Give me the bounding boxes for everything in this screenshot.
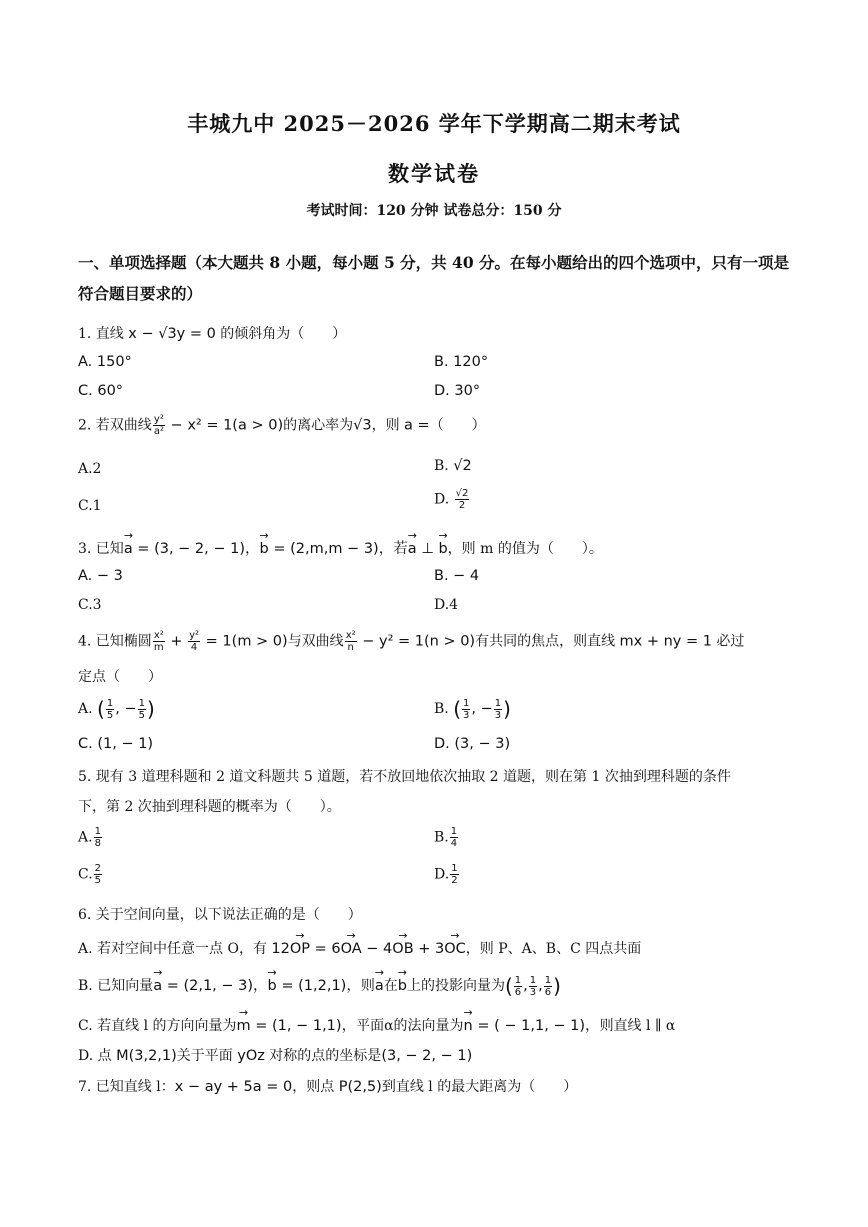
q6-b-num2: 1 [529, 974, 537, 986]
q6-b-frac1 [514, 975, 522, 998]
q6-c-math1: = (1, − 1,1)， [250, 1018, 357, 1034]
q6-b-vec-b2: → b [398, 978, 407, 994]
question-1-stem [78, 323, 346, 343]
q3-vector-b2: → b [438, 541, 447, 557]
q6-b-rparen: ) [553, 974, 561, 998]
q4-text-b: 与双曲线 [287, 633, 344, 650]
question-5-stem-line2: 下，第 2 次抽到理科题的概率为（ ）。 [78, 799, 341, 815]
q4-frac1-den: m [153, 642, 164, 653]
q1-text-b: 的倾斜角为（ ） [215, 326, 347, 342]
q2-option-c: C.1 [78, 498, 102, 514]
q4-frac2-num: y² [189, 630, 200, 641]
q7-math2: P(2,5) [338, 1079, 382, 1095]
q6-b-den1: 6 [514, 986, 522, 998]
q6-b-den3: 6 [544, 986, 552, 998]
question-4-stem [78, 630, 744, 653]
q6-option-d [78, 1045, 472, 1065]
q6-b-num1: 1 [514, 974, 522, 986]
q4-option-b [434, 697, 511, 721]
q5-option-d [434, 863, 460, 886]
q2-text-c: ，则 [371, 417, 405, 434]
q6-d-math3: (3, − 2, − 1) [381, 1048, 473, 1064]
q6-b-frac3 [544, 975, 552, 998]
q2-d-fraction [455, 488, 470, 511]
q2-math: − x² = 1(a > 0) [165, 417, 284, 434]
q5-option-b [434, 826, 459, 849]
q5-c-label: C. [78, 866, 93, 883]
q6-b-den2: 3 [529, 986, 537, 998]
q4-text-c: 有共同的焦点，则直线 [475, 633, 620, 650]
q3-perp: ⊥ [416, 541, 439, 557]
q6-b-frac2 [529, 975, 537, 998]
q4-text-a: 4. 已知椭圆 [78, 633, 152, 650]
q5-c-den: 5 [94, 875, 102, 886]
q2-frac-num: y² [153, 414, 164, 425]
q4-frac3-den: n [347, 642, 354, 653]
q4-a-sep: , − [115, 701, 137, 717]
q4-plus: + [165, 633, 188, 650]
q6-a-vec-op: → OP [290, 941, 310, 957]
q4-option-d: D. (3, − 3) [434, 736, 511, 752]
q4-math1: = 1(m > 0) [201, 633, 288, 650]
q6-b-text-d: 上的投影向量为 [406, 978, 505, 994]
q6-c-text: C. 若直线 l 的方向向量为 [78, 1018, 237, 1034]
q2-math3: a = [404, 417, 430, 434]
q6-a-text: A. 若对空间中任意一点 O，有 [78, 941, 272, 957]
q4-option-a [78, 697, 155, 721]
q6-b-comma1: , [523, 978, 528, 994]
q6-a-vec-ob: → OB [392, 941, 413, 957]
exam-info: 考试时间：120 分钟 试卷总分：150 分 [306, 203, 562, 219]
q2-b-value: √2 [453, 458, 472, 474]
q2-option-b [434, 458, 472, 474]
q5-b-fraction [450, 826, 458, 849]
q4-a-den2: 5 [138, 709, 145, 721]
q6-d-text-b: 关于平面 [176, 1048, 238, 1064]
q4-b-frac1 [462, 698, 470, 721]
q4-frac2 [188, 630, 200, 653]
q6-b-vec-a: → a [153, 978, 162, 994]
q6-b-lparen: ( [504, 974, 513, 998]
q4-b-frac2 [494, 698, 502, 721]
q6-c-vec-n: → n [464, 1018, 473, 1034]
q7-text-c: 到直线 l 的最大距离为（ ） [381, 1079, 578, 1095]
q4-frac3 [345, 630, 357, 653]
question-6-stem: 6. 关于空间向量，以下说法正确的是（ ） [78, 907, 362, 923]
q5-c-num: 2 [94, 863, 102, 874]
q4-a-lparen: ( [97, 697, 105, 721]
q6-option-a [78, 938, 641, 958]
q5-option-c [78, 863, 103, 886]
q6-c-text-b: 平面α的法向量为 [356, 1018, 464, 1034]
q4-b-rparen: ) [503, 697, 511, 721]
q2-frac-den: a² [153, 426, 164, 437]
q6-c-text-c: 则直线 l ∥ α [599, 1018, 676, 1034]
q5-a-num: 1 [94, 826, 101, 837]
q5-c-fraction [94, 863, 102, 886]
q4-b-num2: 1 [494, 697, 502, 709]
q4-b-den1: 3 [463, 709, 470, 721]
q2-option-a: A.2 [78, 461, 102, 477]
q4-a-num1: 1 [106, 697, 114, 709]
question-4-stem-line2: 定点（ ） [78, 669, 162, 685]
q6-a-minus: − 4 [361, 941, 393, 957]
q5-b-num: 1 [450, 826, 458, 837]
q3-text-b: ，则 m 的值为（ ）。 [447, 541, 603, 557]
q4-b-num1: 1 [463, 697, 470, 709]
q5-a-fraction [94, 826, 102, 849]
q2-d-den: 2 [458, 500, 466, 511]
q2-b-label: B. [434, 458, 454, 474]
q5-a-den: 8 [94, 838, 101, 849]
q2-d-label: D. [434, 491, 454, 508]
q6-b-math2: = (1,2,1)， [276, 978, 361, 994]
exam-title: 丰城九中 2025－2026 学年下学期高二期末考试 [187, 111, 681, 136]
q3-math1: = (3, − 2, − 1)， [132, 541, 260, 557]
q3-vector-a2: → a [408, 541, 417, 557]
q6-a-plus: + 3 [413, 941, 445, 957]
q1-option-d: D. 30° [434, 383, 481, 399]
q4-b-lparen: ( [453, 697, 462, 721]
q1-option-b: B. 120° [434, 354, 489, 370]
q5-b-den: 4 [450, 838, 458, 849]
q5-option-a [78, 826, 103, 849]
q4-a-frac2 [138, 698, 146, 721]
question-7-stem [78, 1076, 577, 1096]
q4-a-frac1 [106, 698, 114, 721]
q4-frac3-num: x² [345, 630, 356, 641]
q6-a-text-b: ，则 P、A、B、C 四点共面 [465, 941, 642, 957]
q5-d-num: 1 [451, 863, 458, 874]
q6-b-num3: 1 [544, 974, 552, 986]
q6-b-math1: = (2,1, − 3)， [162, 978, 268, 994]
q6-d-text: D. 点 [78, 1048, 117, 1064]
q5-d-fraction [450, 863, 458, 886]
q3-math2: = (2,m,m − 3)，若 [268, 541, 408, 557]
q6-b-text-b: 则 [360, 978, 375, 994]
question-2-stem [78, 414, 486, 437]
q3-option-b: B. − 4 [434, 568, 480, 584]
q6-c-vec-m: → m [237, 1018, 251, 1034]
q6-b-comma2: , [538, 978, 543, 994]
q2-text-a: 2. 若双曲线 [78, 417, 152, 434]
q4-a-num2: 1 [138, 697, 145, 709]
q4-a-den1: 5 [106, 709, 114, 721]
q6-b-text: B. 已知向量 [78, 978, 154, 994]
question-3-stem [78, 537, 603, 558]
q4-b-den2: 3 [494, 709, 502, 721]
q5-d-label: D. [434, 866, 450, 883]
q5-b-label: B. [434, 829, 449, 846]
q3-option-a: A. − 3 [78, 568, 123, 584]
q2-math2: √3 [353, 417, 372, 434]
q6-b-vec-a2: → a [375, 978, 384, 994]
q4-option-c: C. (1, − 1) [78, 736, 154, 752]
q4-frac2-den: 4 [190, 642, 198, 653]
q6-d-math2: yOz [237, 1048, 265, 1064]
q3-option-d: D.4 [434, 597, 459, 613]
q6-a-vec-oa: → OA [341, 941, 362, 957]
q4-b-label: B. [434, 701, 454, 717]
q4-a-rparen: ) [146, 697, 155, 721]
q7-text-b: ，则点 [292, 1079, 339, 1095]
q7-math1: x − ay + 5a = 0 [174, 1079, 293, 1095]
q4-a-label: A. [78, 701, 98, 717]
section-heading: 一、单项选择题（本大题共 8 小题，每小题 5 分，共 40 分。在每小题给出的四个选项中，只有一项是符合题目要求的） [78, 253, 790, 303]
q3-vector-a: → a [124, 541, 133, 557]
q6-c-math2: = ( − 1,1, − 1)， [472, 1018, 600, 1034]
q3-text-a: 3. 已知 [78, 541, 124, 557]
q7-text-a: 7. 已知直线 l： [78, 1079, 175, 1095]
q2-option-d [434, 488, 470, 511]
q4-frac1-num: x² [153, 630, 164, 641]
exam-subtitle: 数学试卷 [388, 161, 480, 186]
q1-text-a: 1. 直线 [78, 326, 129, 342]
q1-option-c: C. 60° [78, 383, 124, 399]
q2-fraction [153, 414, 165, 437]
q6-a-eq: = 6 [310, 941, 341, 957]
q2-d-num: √2 [455, 488, 469, 499]
q2-text-d: （ ） [429, 417, 486, 434]
q6-b-text-c: 在 [383, 978, 398, 994]
q6-a-vec-oc: → OC [444, 941, 466, 957]
q4-math3: mx + ny = 1 [619, 633, 712, 650]
q1-option-a: A. 150° [78, 354, 132, 370]
q5-d-den: 2 [451, 875, 458, 886]
q5-a-label: A. [78, 829, 93, 846]
q6-d-text-c: 对称的点的坐标是 [264, 1048, 382, 1064]
q3-vector-b: → b [260, 541, 269, 557]
q4-text-d: 必过 [711, 633, 745, 650]
q4-b-sep: , − [471, 701, 493, 717]
q6-d-math1: M(3,2,1) [116, 1048, 177, 1064]
q6-a-coef: 12 [271, 941, 290, 957]
q3-option-c: C.3 [78, 597, 102, 613]
q6-b-vec-b: → b [268, 978, 277, 994]
q1-math: x − √3y = 0 [128, 326, 216, 342]
question-5-stem: 5. 现有 3 道理科题和 2 道文科题共 5 道题，若不放回地依次抽取 2 道题，则在第 1 次抽到理科题的条件 [78, 769, 731, 785]
q4-frac1 [153, 630, 165, 653]
q6-option-b [78, 974, 561, 998]
q4-math2: − y² = 1(n > 0) [357, 633, 476, 650]
q2-text-b: 的离心率为 [283, 417, 354, 434]
q6-option-c [78, 1014, 675, 1035]
